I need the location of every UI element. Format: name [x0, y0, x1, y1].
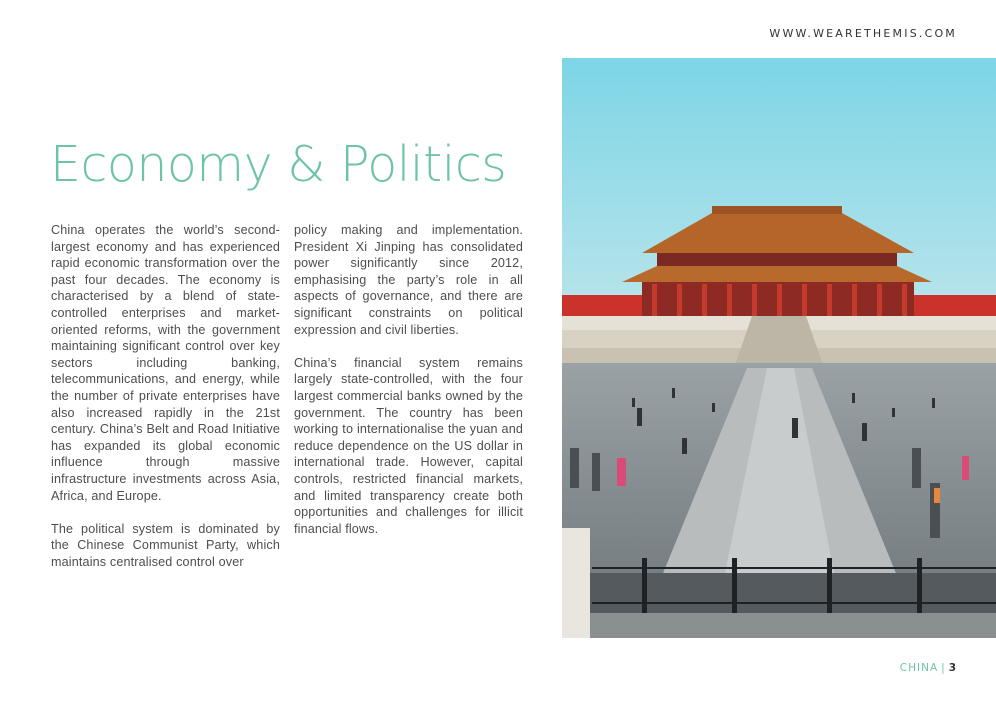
- page-footer: [900, 662, 957, 674]
- paragraph: The political system is dominated by the Chinese Communist Party, which maintains centralised control over: [51, 521, 280, 569]
- forbidden-city-photo: [562, 58, 996, 638]
- paragraph: policy making and implementation. President Xi Jinping has consolidated power significantly since 2012, emphasising the party’s role in all aspects of governance, and there are significant constraints on political expression and civil liberties.: [294, 223, 523, 337]
- paragraph: China operates the world’s second-largest economy and has experienced rapid economic transformation over the past four decades. The economy is characterised by a blend of state-controlled enterprises and market-oriented reforms, with the government maintaining significant control over key sectors including banking, telecommunications, and energy, while the number of private enterprises have also increased rapidly in the 21st century. China’s Belt and Road Initiative has expanded its global economic influence through massive infrastructure investments across Asia, Africa, and Europe.: [51, 223, 280, 503]
- palace-illustration: [562, 58, 996, 638]
- text-column-right: [294, 222, 523, 554]
- footer-country: CHINA: [899, 662, 939, 674]
- paragraph: China’s financial system remains largely state-controlled, with the four largest commercial banks owned by the government. The country has been working to internationalise the yuan and reduce dependence on the US dollar in international trade. However, capital controls, restricted financial markets, and limited transparency create both opportunities and challenges for illicit financial flows.: [294, 355, 523, 536]
- site-url[interactable]: WWW.WEARETHEMIS.COM: [769, 27, 957, 40]
- text-column-left: [51, 222, 280, 587]
- footer-separator: |: [941, 662, 946, 674]
- page-title: Economy & Politics: [50, 136, 507, 193]
- page-number: 3: [948, 662, 957, 674]
